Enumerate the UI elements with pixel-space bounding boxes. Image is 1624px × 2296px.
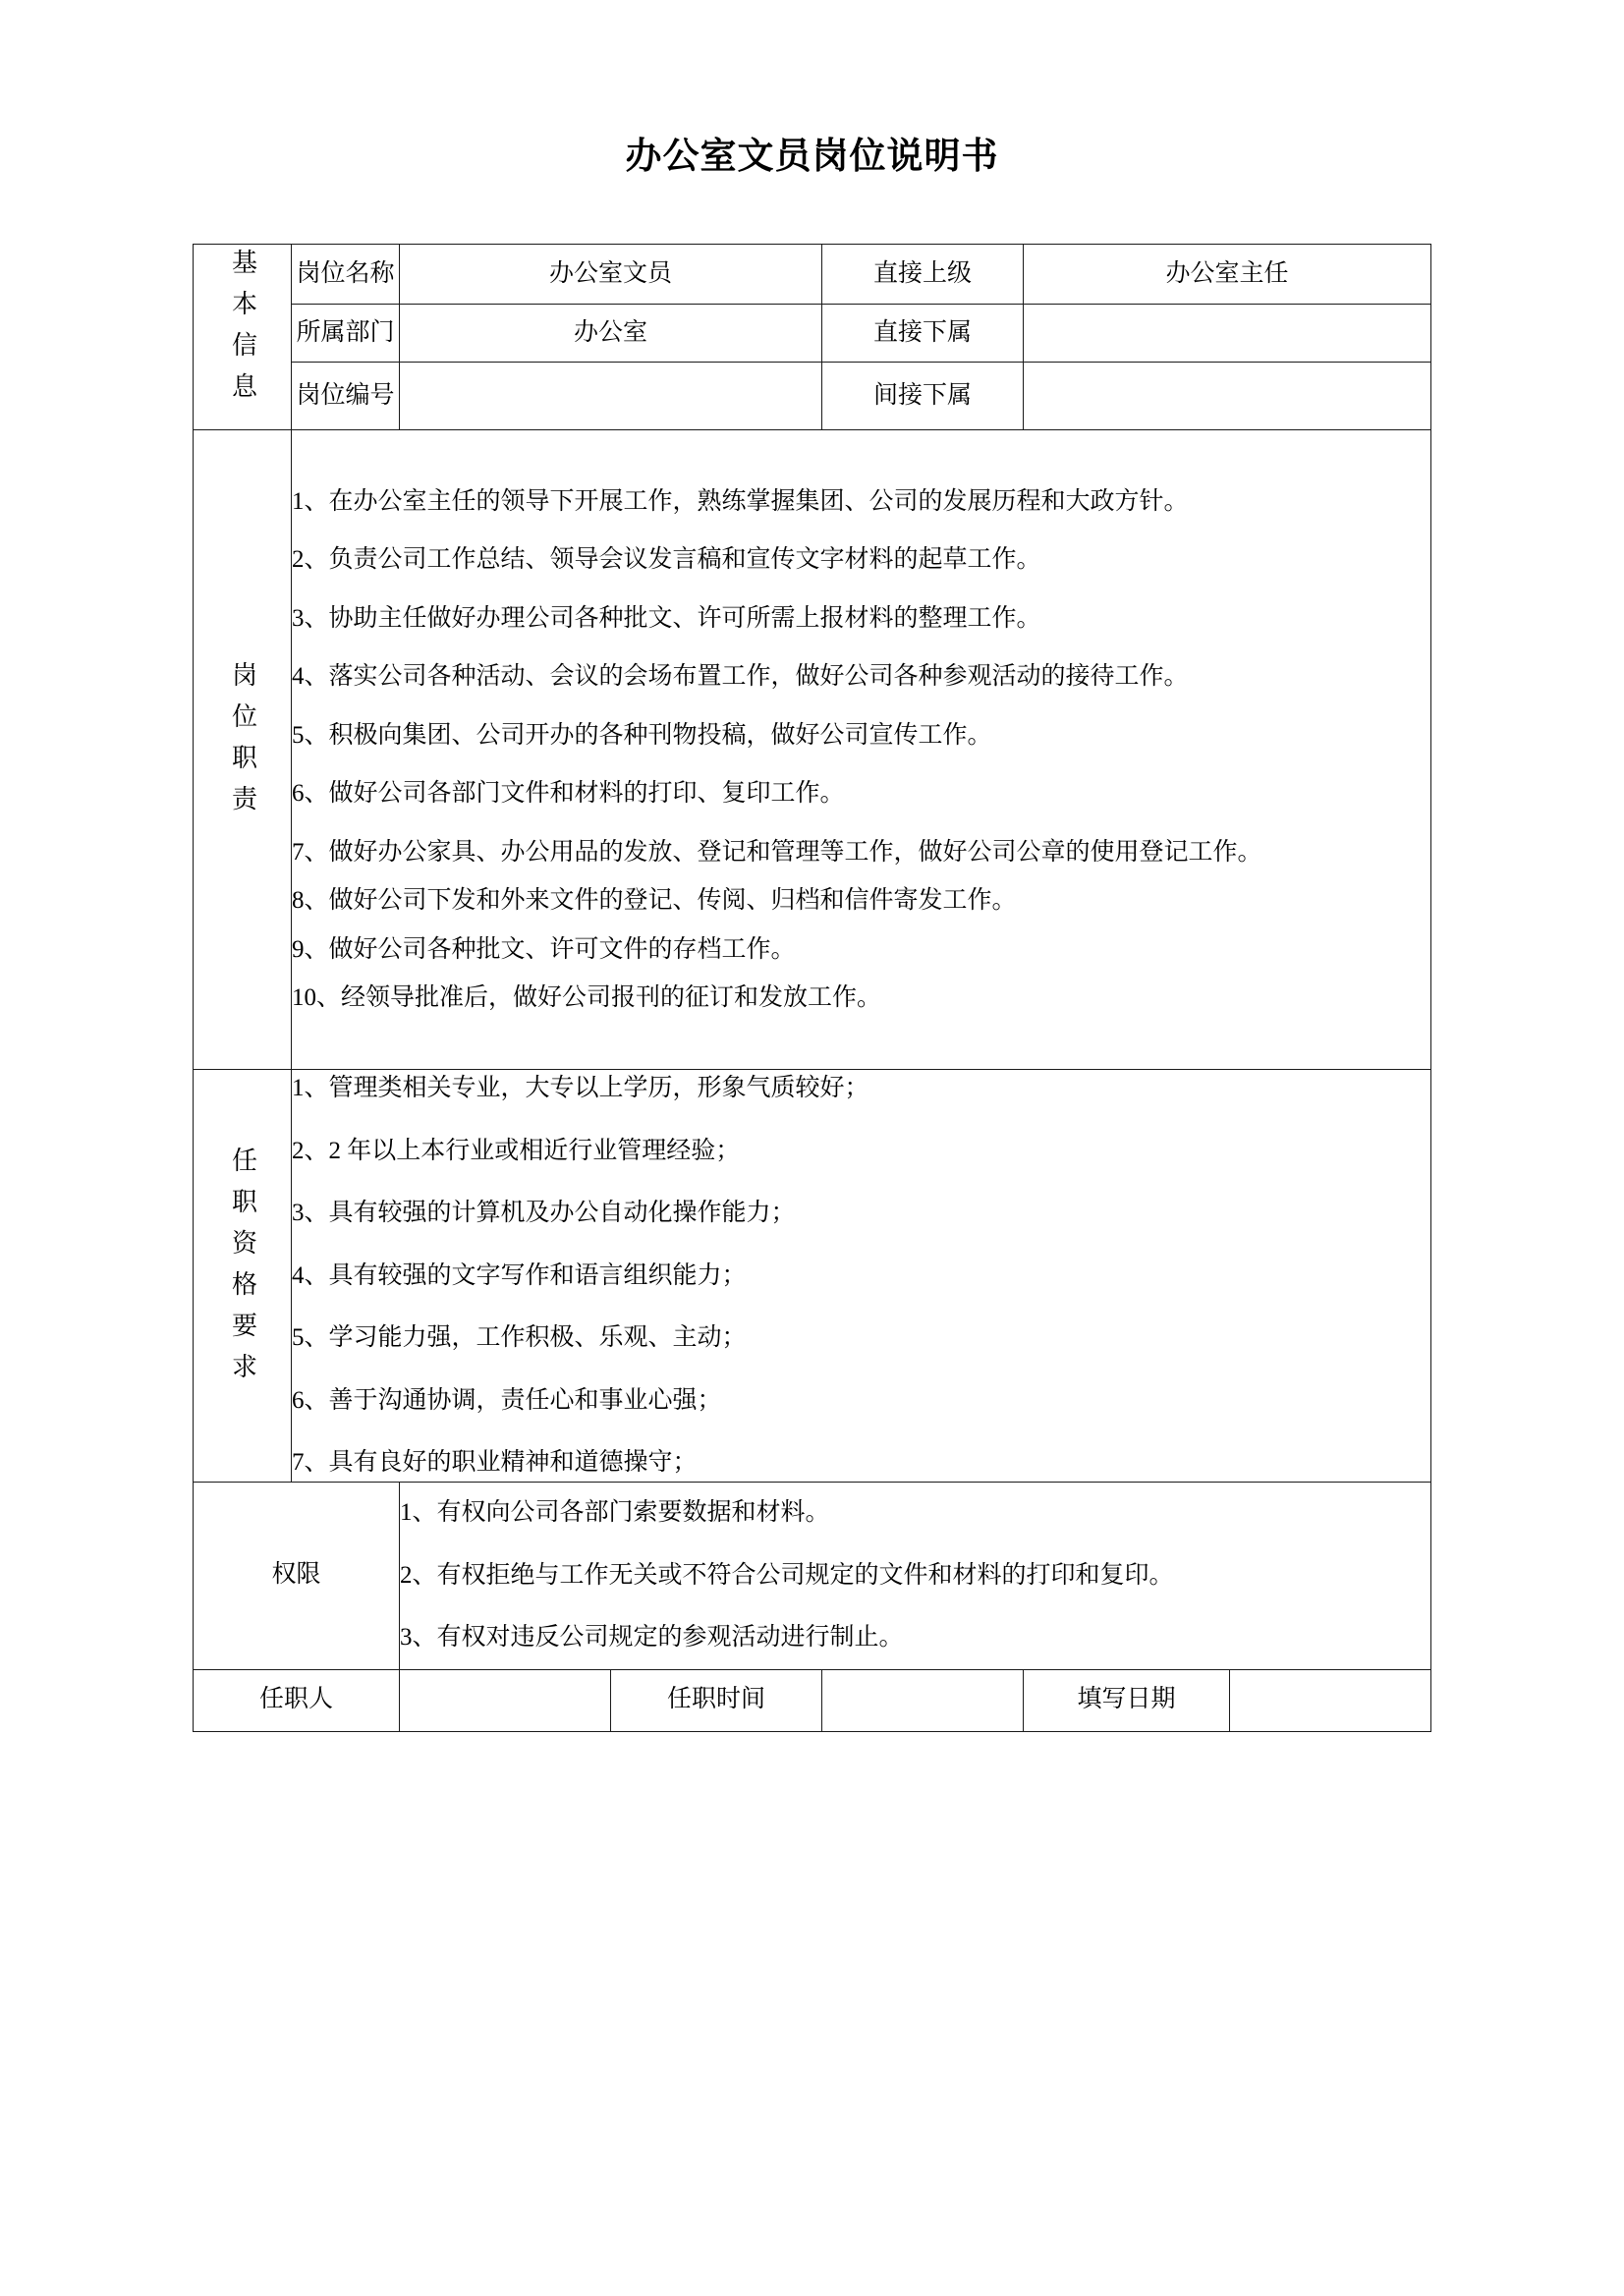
qualifications-list	[292, 1070, 1431, 1483]
list-item: 5、积极向集团、公司开办的各种刊物投稿，做好公司宣传工作。	[292, 721, 992, 749]
field-value-direct-subordinates[interactable]	[1024, 305, 1431, 363]
job-description-table	[193, 244, 1431, 1732]
section-label-text: 基本信息	[228, 249, 257, 415]
list-item: 6、善于沟通协调，责任心和事业心强；	[292, 1386, 722, 1414]
list-item: 3、协助主任做好办理公司各种批文、许可所需上报材料的整理工作。	[292, 604, 1041, 632]
table-row	[194, 363, 1431, 430]
section-label-qualifications	[194, 1070, 292, 1483]
field-label-department: 所属部门	[292, 305, 400, 363]
field-label-incumbent: 任职人	[194, 1669, 400, 1731]
authority-list	[400, 1482, 1431, 1669]
list-item: 2、2 年以上本行业或相近行业管理经验；	[292, 1137, 741, 1164]
list-item: 7、具有良好的职业精神和道德操守；	[292, 1449, 698, 1476]
list-item: 4、具有较强的文字写作和语言组织能力；	[292, 1261, 747, 1289]
section-label-basic-info	[194, 245, 292, 430]
field-label-job-code: 岗位编号	[292, 363, 400, 430]
section-label-authority: 权限	[194, 1482, 400, 1669]
list-item: 10、经领导批准后，做好公司报刊的征订和发放工作。	[292, 984, 882, 1011]
field-value-tenure-date[interactable]	[822, 1669, 1024, 1731]
duties-list	[292, 430, 1431, 1070]
field-label-direct-supervisor: 直接上级	[822, 245, 1024, 305]
list-item: 2、有权拒绝与工作无关或不符合公司规定的文件和材料的打印和复印。	[400, 1561, 1174, 1589]
field-label-tenure-date: 任职时间	[611, 1669, 822, 1731]
field-value-indirect-subordinates[interactable]	[1024, 363, 1431, 430]
field-label-job-title: 岗位名称	[292, 245, 400, 305]
field-value-job-title[interactable]: 办公室文员	[400, 245, 822, 305]
list-item: 5、学习能力强，工作积极、乐观、主动；	[292, 1324, 747, 1351]
list-item: 8、做好公司下发和外来文件的登记、传阅、归档和信件寄发工作。	[292, 887, 1017, 914]
field-value-direct-supervisor[interactable]: 办公室主任	[1024, 245, 1431, 305]
field-value-job-code[interactable]	[400, 363, 822, 430]
table-row	[194, 245, 1431, 305]
list-item: 3、有权对违反公司规定的参观活动进行制止。	[400, 1624, 904, 1652]
field-value-fill-date[interactable]	[1230, 1669, 1431, 1731]
field-value-incumbent[interactable]	[400, 1669, 611, 1731]
table-row	[194, 1070, 1431, 1483]
table-row	[194, 430, 1431, 1070]
list-item: 1、管理类相关专业，大专以上学历，形象气质较好；	[292, 1075, 869, 1101]
list-item: 4、落实公司各种活动、会议的会场布置工作，做好公司各种参观活动的接待工作。	[292, 663, 1189, 690]
field-value-department[interactable]: 办公室	[400, 305, 822, 363]
table-row	[194, 1669, 1431, 1731]
list-item: 7、做好办公家具、办公用品的发放、登记和管理等工作，做好公司公章的使用登记工作。	[292, 838, 1262, 866]
table-row	[194, 1482, 1431, 1669]
list-item: 9、做好公司各种批文、许可文件的存档工作。	[292, 935, 796, 963]
list-item: 2、负责公司工作总结、领导会议发言稿和宣传文字材料的起草工作。	[292, 546, 1041, 573]
field-label-fill-date: 填写日期	[1024, 1669, 1230, 1731]
section-label-duties	[194, 430, 292, 1070]
section-label-text: 任职资格要求	[228, 1146, 257, 1394]
table-row	[194, 305, 1431, 363]
field-label-indirect-subordinates: 间接下属	[822, 363, 1024, 430]
field-label-direct-subordinates: 直接下属	[822, 305, 1024, 363]
section-label-text: 岗位职责	[228, 661, 257, 827]
list-item: 1、在办公室主任的领导下开展工作，熟练掌握集团、公司的发展历程和大政方针。	[292, 487, 1189, 515]
list-item: 1、有权向公司各部门索要数据和材料。	[400, 1499, 830, 1527]
list-item: 6、做好公司各部门文件和材料的打印、复印工作。	[292, 780, 845, 807]
list-item: 3、具有较强的计算机及办公自动化操作能力；	[292, 1200, 796, 1226]
page-title: 办公室文员岗位说明书	[625, 136, 999, 176]
